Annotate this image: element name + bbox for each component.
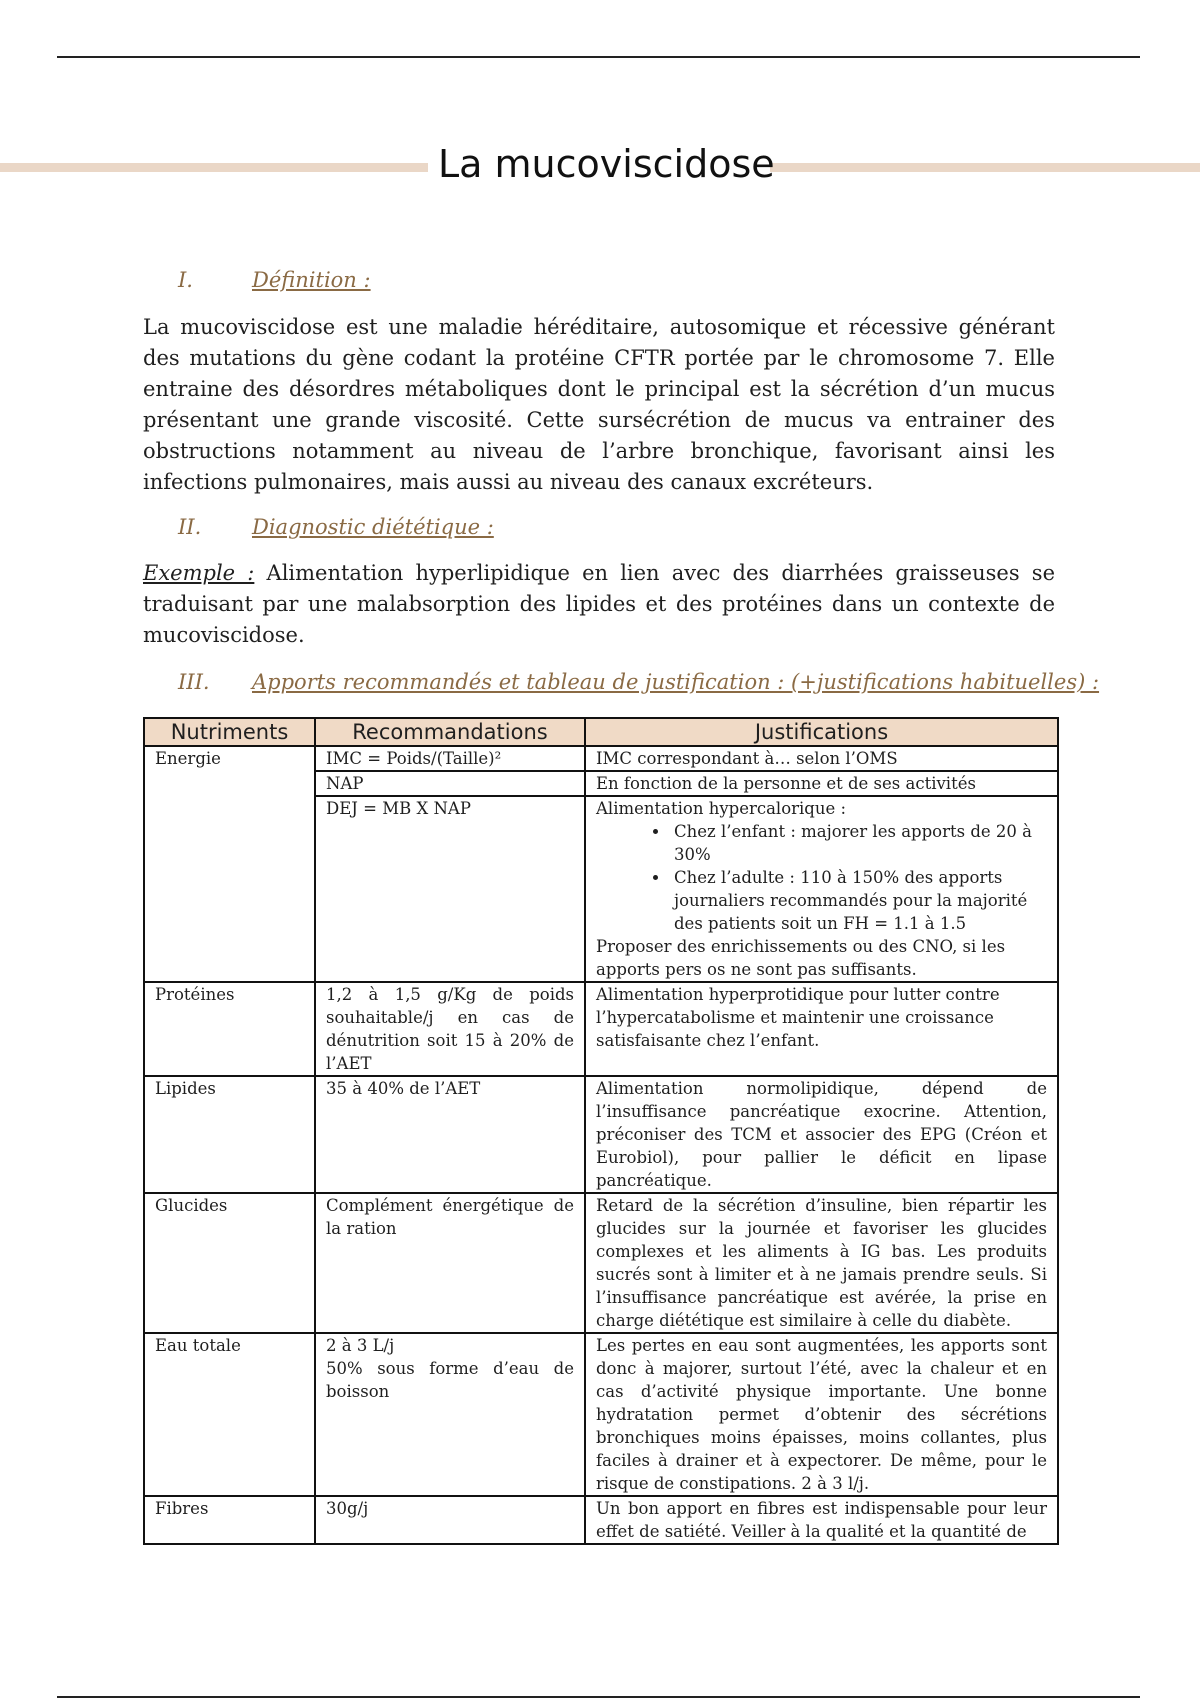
diagnostic-paragraph	[143, 558, 1055, 651]
justification-cell: Un bon apport en fibres est indispensable pour leur effet de satiété. Veiller à la qualité et la quantité de	[585, 1496, 1058, 1544]
definition-paragraph: La mucoviscidose est une maladie héréditaire, autosomique et récessive générant des mutations du gène codant la protéine CFTR portée par le chromosome 7. Elle entraine des désordres métaboliques dont le principal est la sécrétion d’un mucus présentant une grande viscosité. Cette sursécrétion de mucus va entrainer des obstructions notamment au niveau de l’arbre bronchique, favorisant ainsi les infections pulmonaires, mais aussi au niveau des canaux excréteurs.	[143, 315, 1055, 494]
justification-cell	[585, 796, 1058, 982]
justification-cell: En fonction de la personne et de ses activités	[585, 771, 1058, 796]
recommendation-cell	[315, 1333, 585, 1496]
section-title: Définition :	[252, 268, 371, 292]
header-rule	[57, 56, 1140, 58]
page-title: La mucoviscidose	[438, 142, 775, 186]
table-row-eau	[144, 1333, 1058, 1496]
justification-intro: Alimentation hypercalorique :	[596, 799, 847, 818]
list-item: • Chez l’enfant : majorer les apports de 20 à 30%	[670, 820, 1047, 866]
justification-outro: Proposer des enrichissements ou des CNO, si les apports pers os ne sont pas suffisants.	[596, 937, 1006, 979]
table-row-lipides	[144, 1076, 1058, 1193]
recommendation-cell: 1,2 à 1,5 g/Kg de poids souhaitable/j en cas de dénutrition soit 15 à 20% de l’AET	[315, 982, 585, 1076]
justification-list	[596, 820, 1047, 935]
header-nutriments: Nutriments	[144, 718, 315, 746]
section-title: Diagnostic diététique :	[252, 515, 494, 539]
recommendation-cell: 30g/j	[315, 1496, 585, 1544]
section-number: I.	[178, 268, 193, 292]
title-bar-right	[770, 163, 1200, 172]
list-item: • Chez l’adulte : 110 à 150% des apports journaliers recommandés pour la majorité des patients soit un FH = 1.1 à 1.5	[670, 866, 1047, 935]
recommendation-cell: DEJ = MB X NAP	[315, 796, 585, 982]
table-row-proteines	[144, 982, 1058, 1076]
section-heading-diagnostic	[178, 515, 494, 539]
table-header-row	[144, 718, 1058, 746]
footer-rule	[57, 1696, 1140, 1698]
header-justifications: Justifications	[585, 718, 1058, 746]
nutrient-cell: Protéines	[144, 982, 315, 1076]
table-row-fibres	[144, 1496, 1058, 1544]
diagnostic-text: Alimentation hyperlipidique en lien avec des diarrhées graisseuses se traduisant par une malabsorption des lipides et des protéines dans un contexte de mucoviscidose.	[143, 561, 1055, 647]
section-number: II.	[178, 515, 202, 539]
recommendation-cell: 35 à 40% de l’AET	[315, 1076, 585, 1193]
justification-cell: IMC correspondant à… selon l’OMS	[585, 746, 1058, 771]
table-row-glucides	[144, 1193, 1058, 1333]
justification-cell: Retard de la sécrétion d’insuline, bien répartir les glucides sur la journée et favoriser les glucides complexes et les aliments à IG bas. Les produits sucrés sont à limiter et à ne jamais prendre seuls. Si l’insuffisance pancréatique est avérée, la prise en charge diététique est similaire à celle du diabète.	[585, 1193, 1058, 1333]
nutrient-cell: Energie	[144, 746, 315, 982]
nutrient-cell: Lipides	[144, 1076, 315, 1193]
nutrient-cell: Eau totale	[144, 1333, 315, 1496]
justification-cell: Alimentation normolipidique, dépend de l’insuffisance pancréatique exocrine. Attention, préconiser des TCM et associer des EPG (Créon et Eurobiol), pour pallier le déficit en lipase pancréatique.	[585, 1076, 1058, 1193]
recommendation-cell: NAP	[315, 771, 585, 796]
recommendation-line: 2 à 3 L/j	[326, 1336, 395, 1355]
table-row-energie-imc	[144, 746, 1058, 771]
section-heading-definition	[178, 268, 371, 292]
recommendation-cell: Complément énergétique de la ration	[315, 1193, 585, 1333]
recommendation-cell: IMC = Poids/(Taille)²	[315, 746, 585, 771]
nutrient-cell: Fibres	[144, 1496, 315, 1544]
header-recommandations: Recommandations	[315, 718, 585, 746]
title-bar-left	[0, 163, 428, 172]
example-label: Exemple :	[143, 561, 255, 585]
justification-cell: Les pertes en eau sont augmentées, les apports sont donc à majorer, surtout l’été, avec la chaleur et en cas d’activité physique importante. Une bonne hydratation permet d’obtenir des sécrétions bronchiques moins épaisses, moins collantes, plus faciles à drainer et à expectorer. De même, pour le risque de constipations. 2 à 3 l/j.	[585, 1333, 1058, 1496]
section-title: Apports recommandés et tableau de justification : (+justifications habituelles) :	[252, 670, 1100, 694]
section-number: III.	[178, 670, 210, 694]
recommendation-line: 50% sous forme d’eau de boisson	[326, 1359, 574, 1401]
section-heading-recommendations	[178, 670, 1099, 694]
justification-cell: Alimentation hyperprotidique pour lutter contre l’hypercatabolisme et maintenir une croissance satisfaisante chez l’enfant.	[585, 982, 1058, 1076]
recommendations-table	[143, 717, 1059, 1545]
nutrient-cell: Glucides	[144, 1193, 315, 1333]
